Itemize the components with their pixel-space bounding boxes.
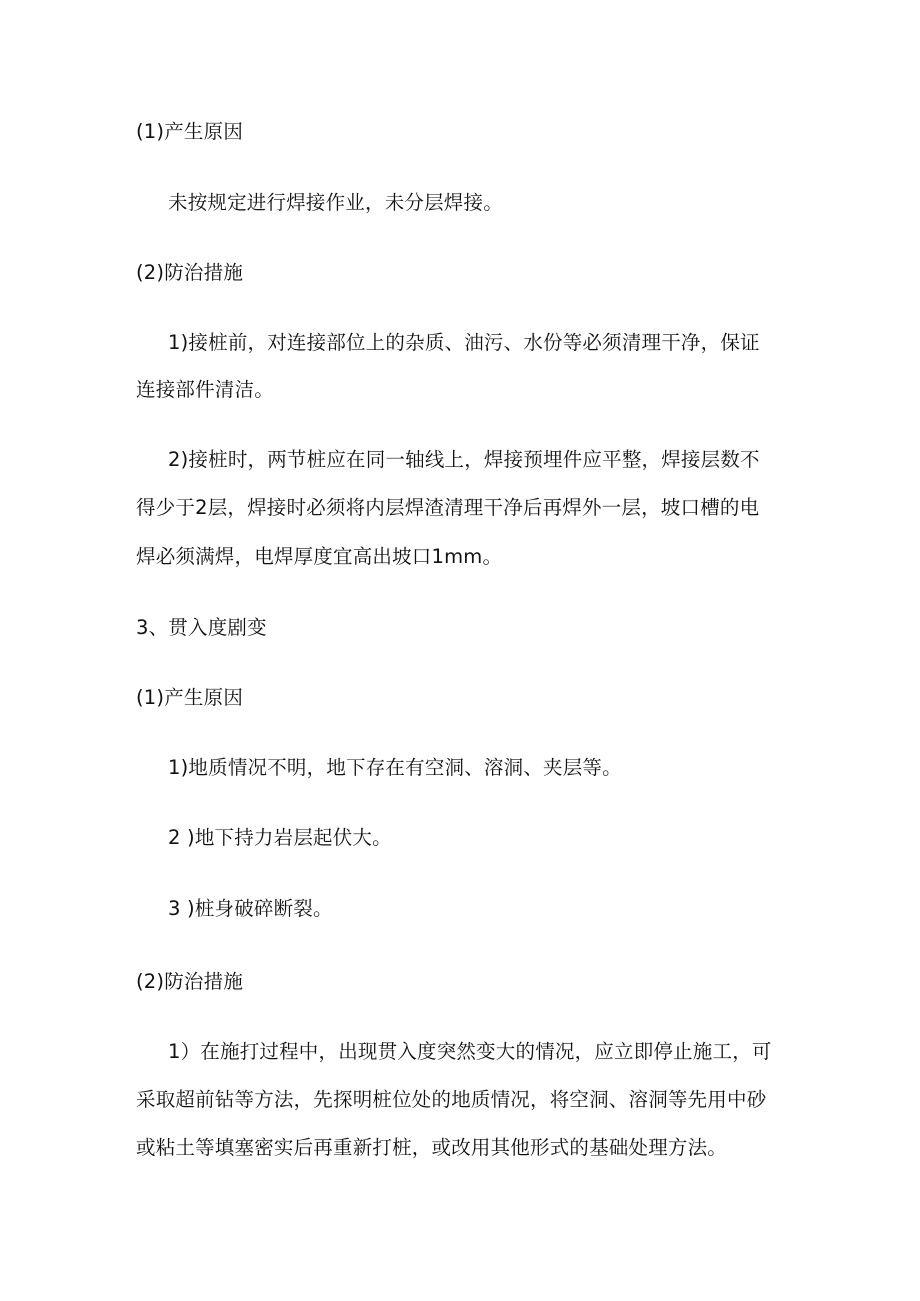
paragraph-text: 得少于2层，焊接时必须将内层焊渣清理干净后再焊外一层，坡口槽的电 xyxy=(136,496,760,519)
paragraph-text: 2)接桩时，两节桩应在同一轴线上，焊接预埋件应平整，焊接层数不 xyxy=(168,448,760,471)
paragraph-text: 连接部件清洁。 xyxy=(136,378,274,401)
heading-prevention-2: (2)防治措施 xyxy=(136,970,244,993)
paragraph-text: 或粘土等填塞密实后再重新打桩，或改用其他形式的基础处理方法。 xyxy=(136,1136,728,1159)
section-heading: 3、贯入度剧变 xyxy=(136,616,267,639)
paragraph-text: 采取超前钻等方法，先探明桩位处的地质情况，将空洞、溶洞等先用中砂 xyxy=(136,1088,767,1111)
paragraph-text: 未按规定进行焊接作业，未分层焊接。 xyxy=(168,191,503,214)
heading-cause-2: (1)产生原因 xyxy=(136,686,244,709)
heading-cause-1: (1)产生原因 xyxy=(136,120,244,143)
heading-prevention-1: (2)防治措施 xyxy=(136,261,244,284)
paragraph-text: 1）在施打过程中，出现贯入度突然变大的情况，应立即停止施工，可 xyxy=(168,1040,772,1063)
list-item: 1)地质情况不明，地下存在有空洞、溶洞、夹层等。 xyxy=(168,756,622,779)
paragraph-text: 焊必须满焊，电焊厚度宜高出坡口1mm。 xyxy=(136,545,503,568)
paragraph-text: 1)接桩前，对连接部位上的杂质、油污、水份等必须清理干净，保证 xyxy=(168,331,760,354)
list-item: 3 )桩身破碎断裂。 xyxy=(168,897,333,920)
list-item: 2 )地下持力岩层起伏大。 xyxy=(168,826,392,849)
